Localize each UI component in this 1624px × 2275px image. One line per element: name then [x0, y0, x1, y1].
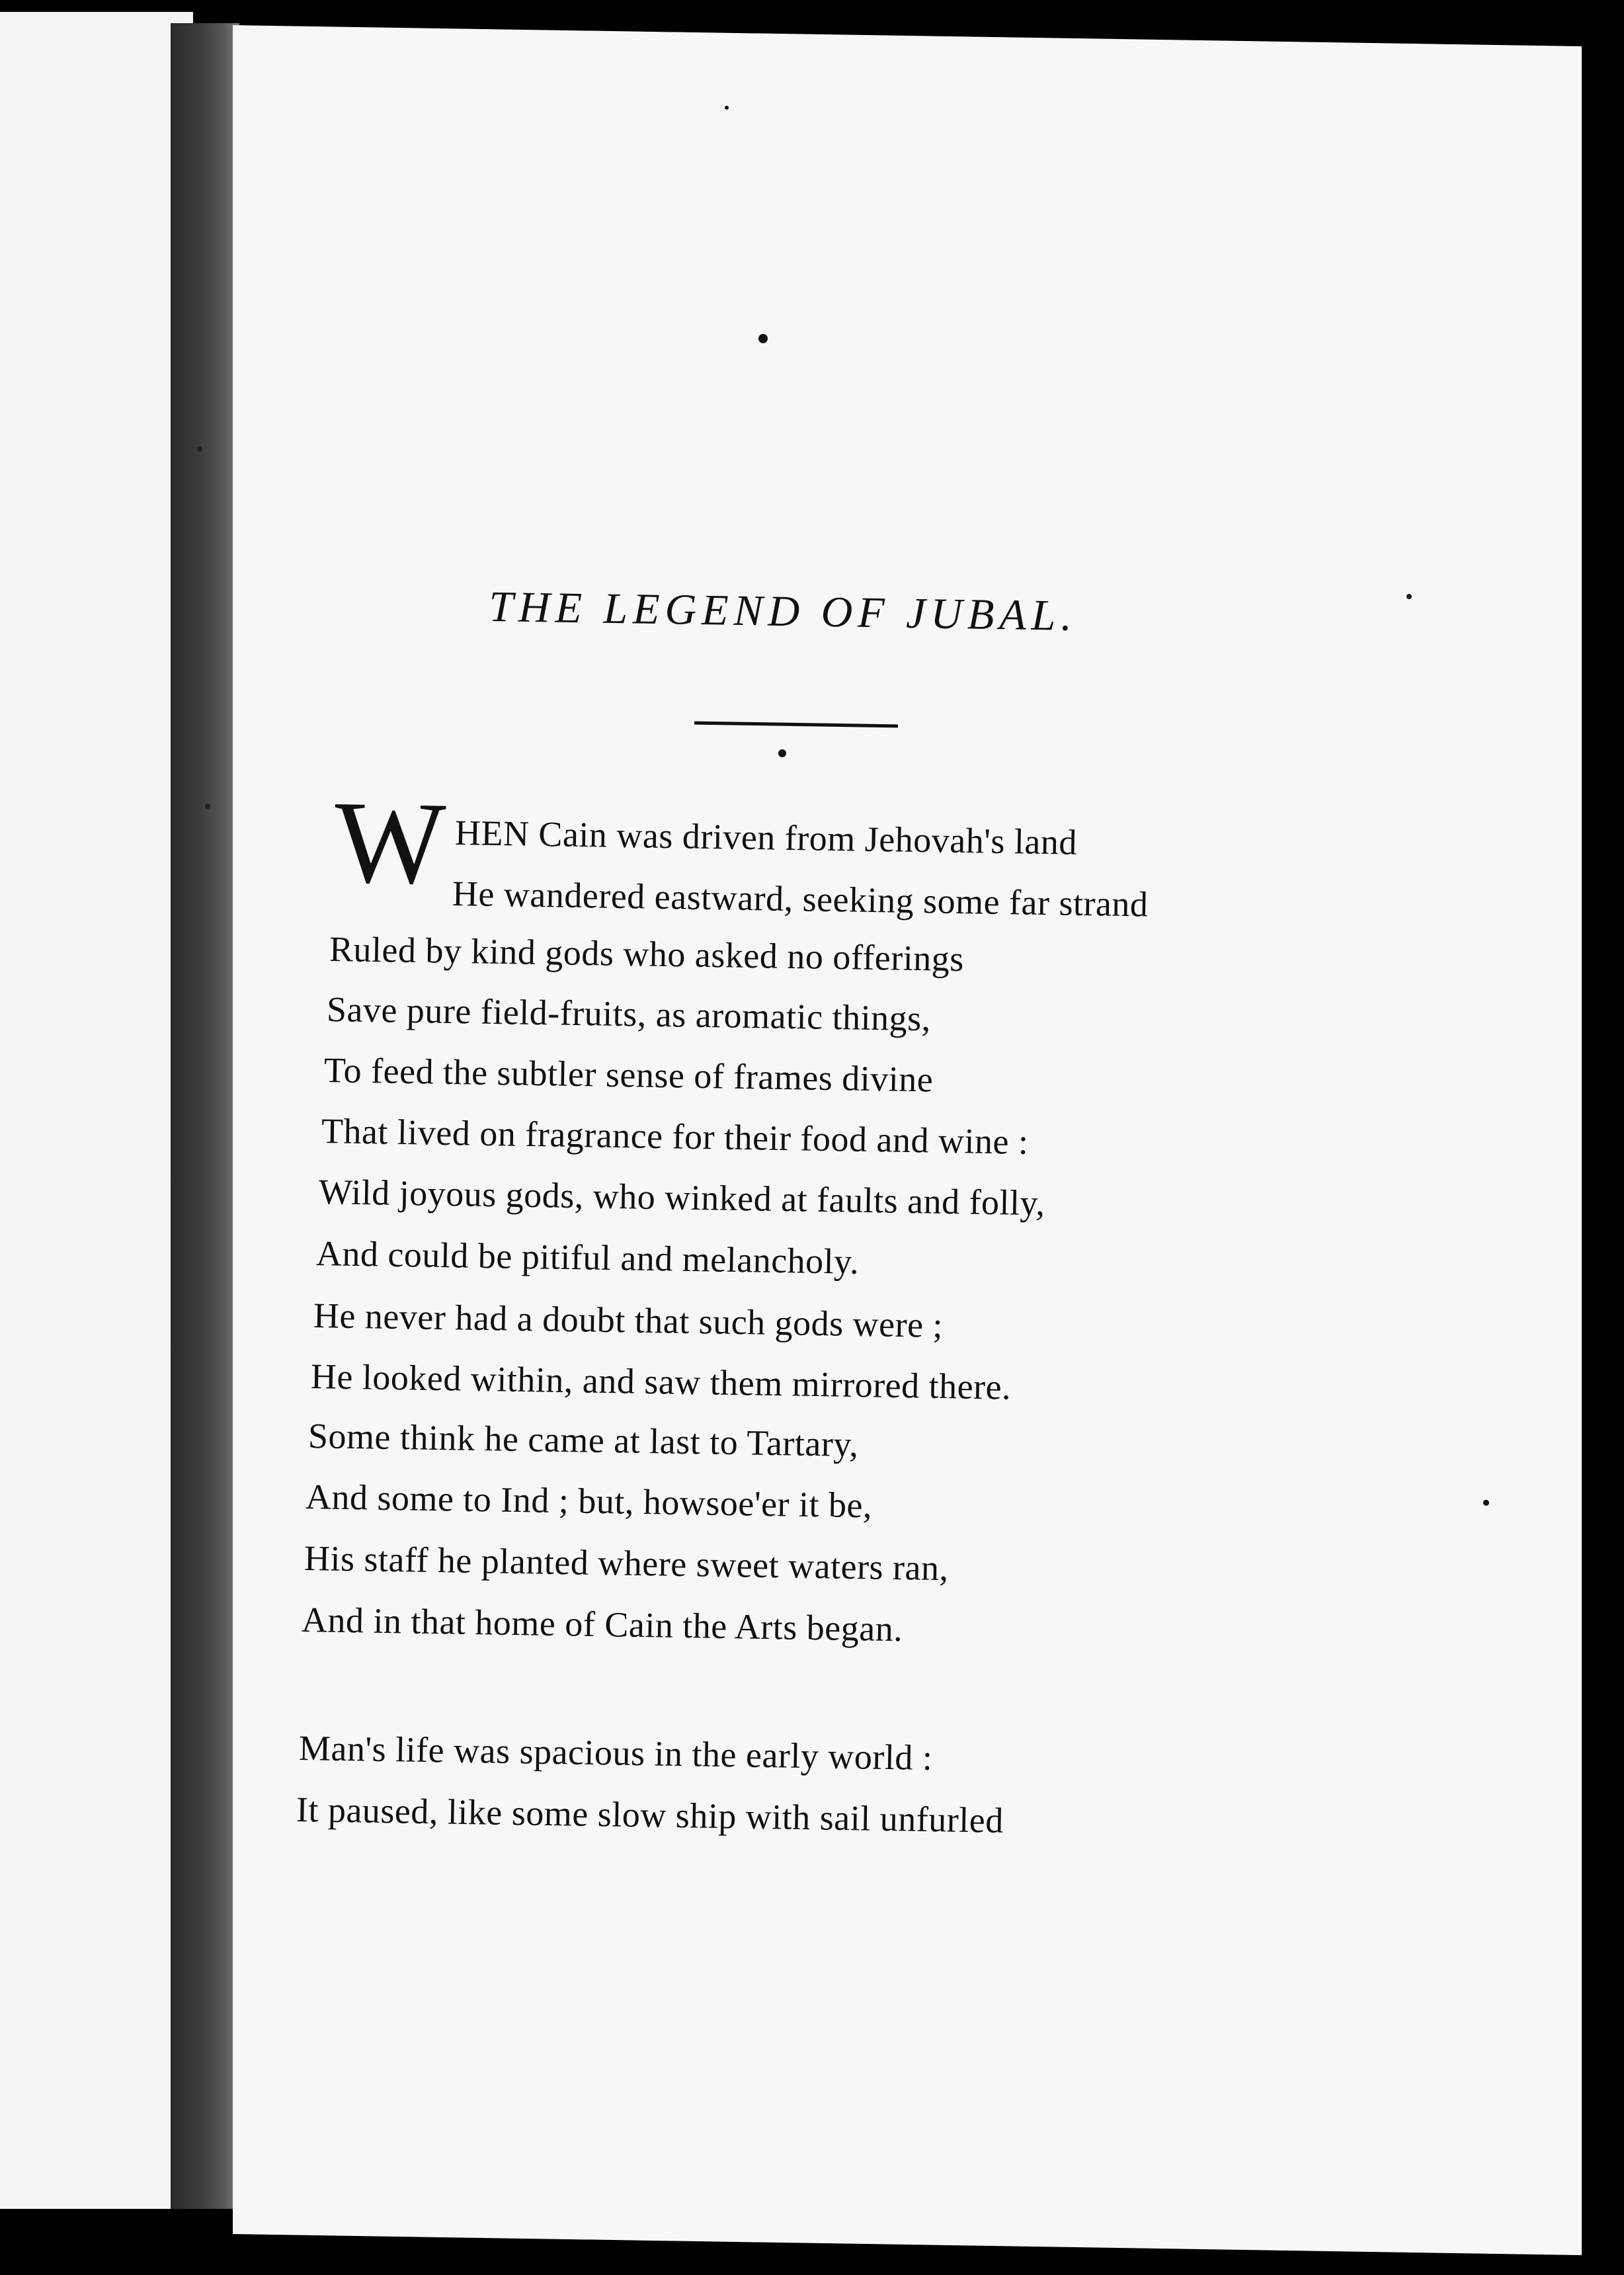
verse-line: He wandered eastward, seeking some far strand	[452, 874, 1149, 925]
verse-line: And in that home of Cain the Arts began.	[301, 1600, 903, 1649]
verse-line: Ruled by kind gods who asked no offerings	[329, 929, 965, 979]
verse-line: That lived on fragrance for their food and wine :	[321, 1111, 1029, 1162]
verse-line: He never had a doubt that such gods were ;	[313, 1296, 944, 1345]
poem-title: THE LEGEND OF JUBAL.	[488, 582, 1078, 640]
verse-line: Man's life was spacious in the early world :	[298, 1728, 933, 1778]
verse-line: It paused, like some slow ship with sail unfurled	[296, 1790, 1004, 1841]
verse-line: Save pure field-fruits, as aromatic things,	[326, 989, 932, 1039]
verse-line: He looked within, and saw them mirrored there.	[310, 1356, 1012, 1407]
verse-line: His staff he planted where sweet waters ran,	[304, 1538, 950, 1589]
verse-line: Wild joyous gods, who winked at faults and folly,	[318, 1172, 1046, 1223]
verse-line: To feed the subtler sense of frames divine	[323, 1050, 934, 1100]
verse-line: And some to Ind ; but, howsoe'er it be,	[305, 1477, 873, 1526]
verse-line: And could be pitiful and melancholy.	[315, 1233, 860, 1282]
verse-line: Some think he came at last to Tartary,	[307, 1416, 859, 1465]
verse-line: HEN Cain was driven from Jehovah's land	[454, 813, 1078, 862]
drop-cap: W	[333, 776, 447, 909]
